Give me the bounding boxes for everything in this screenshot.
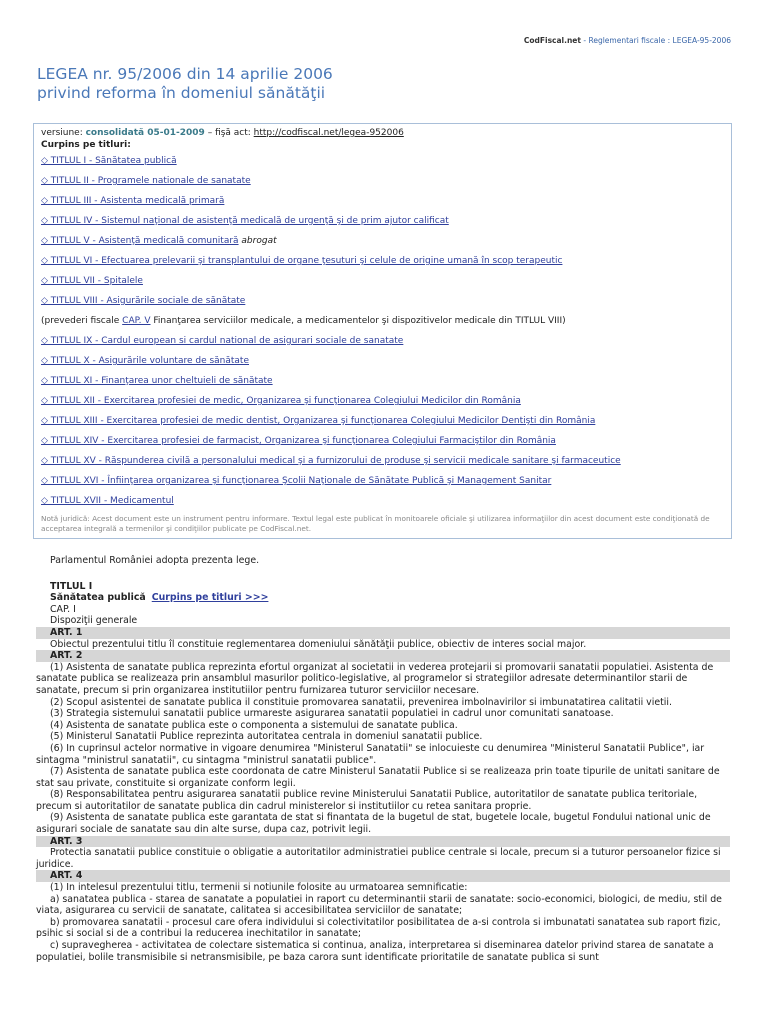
titlu-subheading: Sănătatea publică Curpins pe titluri >>> xyxy=(50,592,269,604)
toc-link-titlul-2[interactable]: ◇ TITLUL II - Programele nationale de sanatate xyxy=(41,176,251,186)
toc-item xyxy=(41,471,724,491)
article-paragraph: c) supravegherea - activitatea de colectare sistematica si continua, analiza, interpretarea si diseminarea datelor privind starea de sanatate a populatiei, bolile transmisibile si netransmisibile, pe baza carora sunt identificate prioritatile de sanatate publica si sunt xyxy=(36,940,714,963)
toc-item xyxy=(41,451,724,471)
toc-link-titlul-12[interactable]: ◇ TITLUL XII - Exercitarea profesiei de medic, Organizarea şi funcţionarea Colegiului Medicilor din România xyxy=(41,396,521,406)
toc-link-titlul-13[interactable]: ◇ TITLUL XIII - Exercitarea profesiei de medic dentist, Organizarea şi funcţionarea Colegiului Medicilor Dentişti din România xyxy=(41,416,596,426)
chapter-name: Dispoziţii generale xyxy=(50,615,138,627)
toc-heading: Curpins pe titluri: xyxy=(41,140,131,150)
toc-link-titlul-3[interactable]: ◇ TITLUL III - Asistenta medicală primară xyxy=(41,196,225,206)
legal-note: Notă juridică: Acest document este un instrument pentru informare. Textul legal este publicat în monitoarele oficiale şi utilizarea informaţiilor din acest document este condiţionată de acceptarea integrală a termenilor şi condiţiilor publicate pe CodFiscal.net. xyxy=(41,514,710,533)
toc-item xyxy=(41,251,724,271)
article-paragraph: (6) In cuprinsul actelor normative in vigoare denumirea "Ministerul Sanatatii" se inlocuieste cu denumirea "Ministerul Sanatatii Publice", iar sintagma "ministrul sanatatii", cu sintagma "ministrul sanatatii publice". xyxy=(36,742,705,766)
law-text xyxy=(36,555,730,963)
toc-link-titlul-11[interactable]: ◇ TITLUL XI - Finanţarea unor cheltuieli de sănătate xyxy=(41,376,273,386)
toc-item xyxy=(41,491,724,511)
toc-item xyxy=(41,211,724,231)
toc-item xyxy=(41,231,724,251)
article-header-1: ART. 1 xyxy=(36,627,730,639)
toc-link-titlul-16[interactable]: ◇ TITLUL XVI - Înfiinţarea organizarea şi funcţionarea Şcolii Naţionale de Sănătate Publică şi Management Sanitar xyxy=(41,476,552,486)
toc-item xyxy=(41,191,724,211)
toc-item xyxy=(41,431,724,451)
chapter-heading: CAP. I xyxy=(50,603,76,615)
toc-item xyxy=(41,391,724,411)
toc-link-titlul-4[interactable]: ◇ TITLUL IV - Sistemul naţional de asistenţă medicală de urgenţă şi de prim ajutor calificat xyxy=(41,216,449,226)
article-paragraph: (2) Scopul asistentei de sanatate publica il constituie promovarea sanatatii, prevenirea imbolnavirilor si imbunatatirea calitatii vietii. xyxy=(50,696,672,708)
toc-link-titlul-1[interactable]: ◇ TITLUL I - Sănătatea publică xyxy=(41,156,177,166)
toc-link-titlul-6[interactable]: ◇ TITLUL VI - Efectuarea prelevarii şi transplantului de organe ţesuturi şi celule de origine umană în scop terapeutic xyxy=(41,256,563,266)
table-of-contents xyxy=(33,123,732,539)
toc-item xyxy=(41,411,724,431)
site-name[interactable]: CodFiscal.net xyxy=(523,36,581,45)
article-paragraph: (1) Asistenta de sanatate publica reprezinta efortul organizat al societatii in vederea protejarii si promovarii sanatatii populatiei. Asistenta de sanatate publica se realizeaza prin ansamblul masurilor politico-legislative, al programelor si strategiilor adresate determinantilor starii de sanatate, precum si prin organizarea institutiilor pentru furnizarea tuturor serviciilor necesare. xyxy=(36,661,714,696)
article-paragraph: b) promovarea sanatatii - procesul care ofera individului si colectivitatilor posibilitatea de a-si controla si imbunatati sanatatea sub raport fizic, psihic si social si de a contribui la reducerea inechitatilor in sanatate; xyxy=(36,916,721,940)
toc-list xyxy=(41,151,724,311)
article-paragraph: (4) Asistenta de sanatate publica este o componenta a sistemului de sanatate publica. xyxy=(50,719,458,731)
fiscal-note: (prevederi fiscale CAP. V Finanţarea serviciilor medicale, a medicamentelor şi dispozitivelor medicale din TITLUL VIII) xyxy=(41,316,566,326)
breadcrumb-separator: - xyxy=(580,36,589,45)
breadcrumb[interactable]: Reglementari fiscale : LEGEA-95-2006 xyxy=(588,36,731,45)
toc-link-titlul-9[interactable]: ◇ TITLUL IX - Cardul european si cardul national de asigurari sociale de sanatate xyxy=(41,336,404,346)
article-paragraph: (8) Responsabilitatea pentru asigurarea sanatatii publice revine Ministerului Sanatatii Publice, autoritatilor de sanatate publica teritoriale, precum si autoritatilor de sanatate publica din cadrul ministerelor si institutiilor cu retea sanitara proprie. xyxy=(36,789,698,812)
article-paragraph: (7) Asistenta de sanatate publica este coordonata de catre Ministerul Sanatatii Publice si se realizeaza prin toate tipurile de unitati sanitare de stat sau private, constituite si organizate conform legii. xyxy=(36,766,720,789)
article-paragraph: (3) Strategia sistemului sanatatii publice urmareste asigurarea sanatatii populatiei in cadrul unor comunitati sanatoase. xyxy=(50,708,614,720)
toc-item xyxy=(41,151,724,171)
article-header-4: ART. 4 xyxy=(36,870,730,882)
toc-back-link[interactable]: Curpins pe titluri >>> xyxy=(151,592,269,604)
site-header xyxy=(524,36,731,45)
toc-item xyxy=(41,171,724,191)
cap-v-link[interactable]: CAP. V xyxy=(122,316,151,326)
toc-link-titlul-8[interactable]: ◇ TITLUL VIII - Asigurările sociale de sănătate xyxy=(41,296,246,306)
sheet-link[interactable]: http://codfiscal.net/legea-952006 xyxy=(253,128,404,138)
toc-list-continued xyxy=(41,331,724,511)
toc-item xyxy=(41,371,724,391)
titlu-heading: TITLUL I xyxy=(50,580,93,592)
article-paragraph: (1) In intelesul prezentului titlu, termenii si notiunile folosite au urmatoarea semnificatie: xyxy=(50,882,468,894)
toc-link-titlul-15[interactable]: ◇ TITLUL XV - Răspunderea civilă a personalului medical şi a furnizorului de produse şi servicii medicale sanitare şi farmaceutice xyxy=(41,456,621,466)
toc-item xyxy=(41,271,724,291)
article-header-2: ART. 2 xyxy=(36,650,730,662)
page-title xyxy=(37,65,737,103)
article-paragraph: Protectia sanatatii publice constituie o obligatie a autoritatilor administratiei publice centrale si locale, precum si a tuturor persoanelor fizice si juridice. xyxy=(36,847,721,870)
toc-item xyxy=(41,291,724,311)
abrogat-label: abrogat xyxy=(241,236,277,246)
page-title-line-2: privind reforma în domeniul sănătăţii xyxy=(37,84,326,102)
toc-link-titlul-17[interactable]: ◇ TITLUL XVII - Medicamentul xyxy=(41,496,174,506)
toc-item xyxy=(41,351,724,371)
article-header-3: ART. 3 xyxy=(36,836,730,848)
toc-item xyxy=(41,331,724,351)
article-paragraph: Obiectul prezentului titlu îl constituie reglementarea domeniului sănătăţii publice, obiectiv de interes social major. xyxy=(50,638,587,650)
page-title-line-1: LEGEA nr. 95/2006 din 14 aprilie 2006 xyxy=(37,65,333,83)
article-paragraph: (5) Ministerul Sanatatii Publice reprezinta autoritatea centrala in domeniul sanatatii publice. xyxy=(50,731,483,743)
article-paragraph: a) sanatatea publica - starea de sanatate a populatiei in raport cu determinantii starii de sanatate: socio-economici, biologici, de mediu, stil de viata, asigurarea cu servicii de sanatate, calitatea si accesibilitatea serviciilor de sanatate; xyxy=(36,893,722,917)
version-value: consolidată 05-01-2009 xyxy=(85,128,205,138)
toc-link-titlul-5[interactable]: ◇ TITLUL V - Asistenţă medicală comunitară xyxy=(41,236,239,246)
toc-link-titlul-14[interactable]: ◇ TITLUL XIV - Exercitarea profesiei de farmacist, Organizarea şi funcţionarea Colegiului Farmaciştilor din România xyxy=(41,436,556,446)
toc-link-titlul-7[interactable]: ◇ TITLUL VII - Spitalele xyxy=(41,276,143,286)
article-paragraph: (9) Asistenta de sanatate publica este garantata de stat si finantata de la bugetul de stat, bugetele locale, bugetul Fondului national unic de asigurari sociale de sanatate sau din alte surse, dupa caz, potrivit legii. xyxy=(36,812,711,836)
version-info: versiune: consolidată 05-01-2009 – fişă act: http://codfiscal.net/legea-952006 xyxy=(41,128,404,138)
toc-link-titlul-10[interactable]: ◇ TITLUL X - Asigurările voluntare de sănătate xyxy=(41,356,250,366)
intro-text: Parlamentul României adopta prezenta lege. xyxy=(50,555,260,566)
